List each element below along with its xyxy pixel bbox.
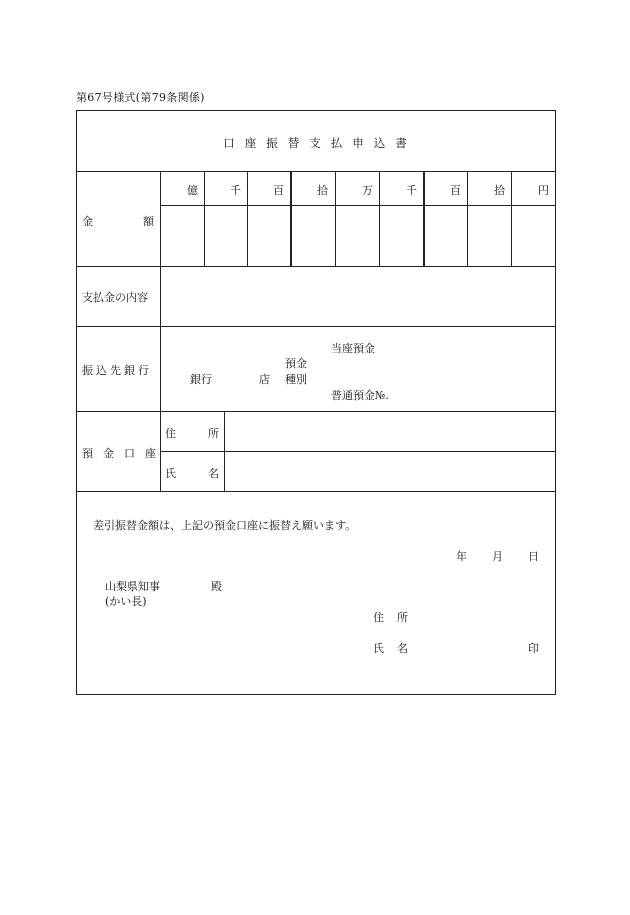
- account-label: 預金口座: [82, 447, 166, 460]
- digit-label-juu-2: 拾: [494, 184, 505, 197]
- applicant-name-label-a: 氏: [373, 642, 384, 655]
- date-year: 年: [456, 550, 467, 563]
- digit-label-man: 万: [362, 184, 373, 197]
- bank-deposit-type-2: 種別: [285, 373, 307, 386]
- digit-divider: [335, 171, 336, 266]
- account-address-label-b: 所: [208, 427, 219, 440]
- branch-suffix: 店: [259, 373, 270, 386]
- account-name-label-b: 名: [208, 467, 219, 480]
- addressee-alt: (かい長): [105, 595, 147, 608]
- rule-below-content: [76, 326, 556, 327]
- digit-label-en: 円: [538, 184, 549, 197]
- applicant-address-label-a: 住: [373, 611, 384, 624]
- account-name-label-a: 氏: [165, 467, 176, 480]
- digit-label-juu: 拾: [317, 184, 328, 197]
- addressee: 山梨県知事: [105, 580, 160, 593]
- payment-content-label: 支払金の内容: [82, 291, 148, 304]
- digit-divider: [511, 171, 512, 266]
- rule-digit-header: [160, 205, 556, 206]
- date-day: 日: [528, 550, 539, 563]
- digit-divider-thick: [290, 171, 292, 266]
- applicant-address-label-b: 所: [397, 611, 408, 624]
- request-statement: 差引振替金額は、上記の預金口座に振替え願います。: [93, 519, 357, 532]
- date-month: 月: [492, 550, 503, 563]
- bank-label: 振込先銀行: [82, 364, 152, 377]
- digit-label-hyaku: 百: [273, 184, 284, 197]
- account-address-label-a: 住: [165, 427, 176, 440]
- rule-below-title: [76, 171, 556, 172]
- digit-divider-thick: [423, 171, 425, 266]
- bank-ordinary-deposit: 普通預金№.: [331, 389, 389, 402]
- digit-label-hyaku-2: 百: [450, 184, 461, 197]
- digit-divider: [204, 171, 205, 266]
- form-number: 第67号様式(第79条関係): [76, 91, 205, 104]
- form-title: 口座振替支払申込書: [223, 136, 417, 150]
- rule-below-amount: [76, 266, 556, 267]
- amount-label-left: 金: [82, 215, 93, 228]
- addressee-honorific: 殿: [211, 580, 222, 593]
- digit-label-sen-2: 千: [406, 184, 417, 197]
- account-subcolumn-divider: [224, 411, 225, 491]
- rule-below-account: [76, 491, 556, 492]
- label-column-divider: [160, 171, 161, 491]
- rule-below-bank: [76, 411, 556, 412]
- digit-label-sen: 千: [230, 184, 241, 197]
- digit-label-oku: 億: [187, 184, 198, 197]
- amount-label-right: 額: [143, 215, 154, 228]
- digit-divider: [379, 171, 380, 266]
- rule-account-split: [160, 451, 556, 452]
- digit-divider: [467, 171, 468, 266]
- bank-checking-deposit: 当座預金: [331, 342, 375, 355]
- applicant-name-label-b: 名: [397, 642, 408, 655]
- seal-mark: 印: [528, 642, 539, 655]
- digit-divider: [247, 171, 248, 266]
- bank-suffix: 銀行: [190, 373, 212, 386]
- bank-deposit-type-1: 預金: [285, 357, 307, 370]
